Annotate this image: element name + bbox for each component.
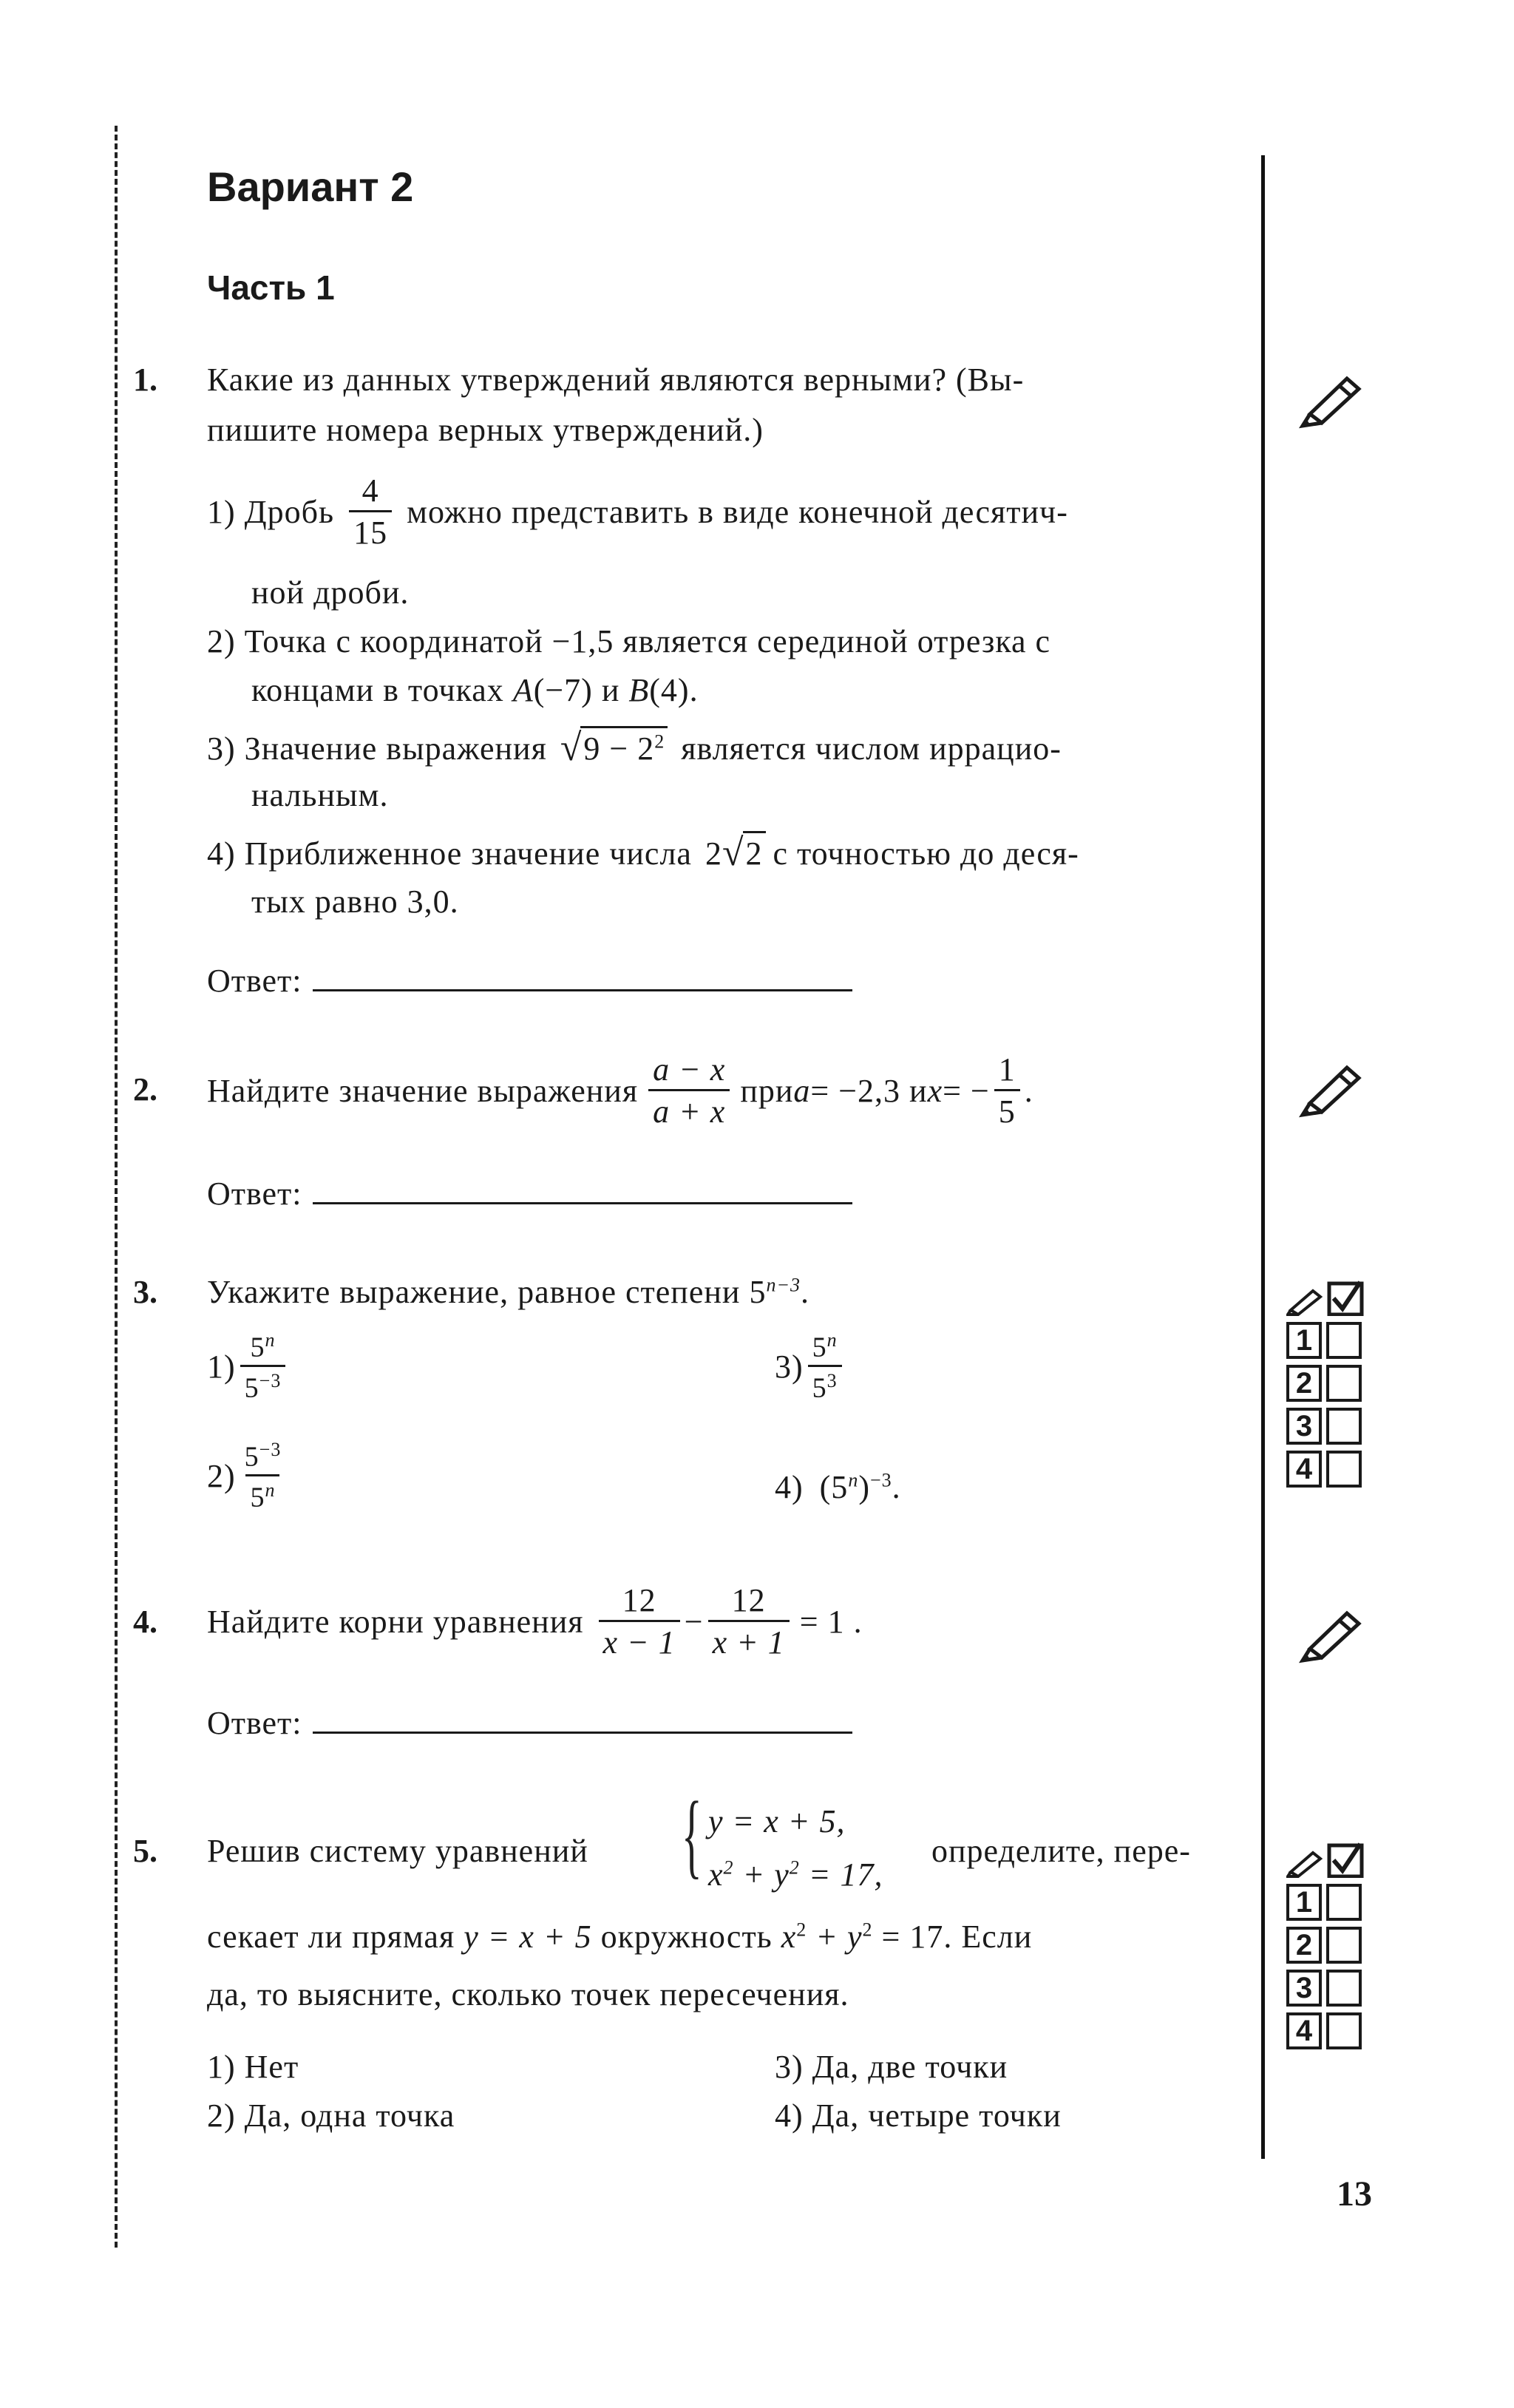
fraction-one-fifth [994, 1051, 1020, 1130]
statement-1 [207, 472, 1068, 551]
question-4-prompt [207, 1573, 863, 1669]
equation-rhs: = 1 . [799, 1603, 863, 1640]
option-label: 1) [207, 1348, 236, 1385]
sqrt-two [722, 831, 766, 872]
checkbox-row-2 [1286, 1365, 1368, 1402]
option-fraction [240, 1331, 286, 1402]
exponent: n [265, 1329, 276, 1351]
answer-row-1 [207, 961, 852, 1000]
radicand: 9 − 2 [583, 730, 655, 767]
checkbox-row-1 [1286, 1884, 1368, 1921]
fraction-numerator: 1 [998, 1051, 1016, 1088]
question-2-number: 2. [133, 1071, 157, 1108]
checkbox-number: 3 [1286, 1408, 1322, 1445]
option-label: 3) [775, 1348, 804, 1385]
answer-checkbox[interactable] [1326, 1884, 1362, 1921]
statement-1-text-c: ной дроби. [251, 574, 410, 611]
answer-checkbox[interactable] [1326, 1365, 1362, 1402]
q3-option-2[interactable] [207, 1440, 290, 1511]
statement-1-text-a: 1) Дробь [207, 494, 335, 530]
base: 5 [812, 1332, 827, 1363]
question-4-text: Найдите корни уравнения [207, 1603, 584, 1640]
period: . [1024, 1072, 1033, 1109]
fraction-denominator: x + 1 [708, 1620, 790, 1659]
statement-4-text-b: с точностью до деся- [773, 835, 1079, 872]
statement-2-line2 [251, 671, 699, 709]
radicand: 2 [743, 831, 766, 872]
question-5-number: 5. [133, 1833, 157, 1869]
answer-row-2 [207, 1174, 852, 1213]
checkbox-number: 2 [1286, 1927, 1322, 1964]
sqrt-expression [560, 726, 668, 767]
exponent: 2 [723, 1856, 734, 1879]
checkbox-row-2 [1286, 1927, 1368, 1964]
checkbox-number: 4 [1286, 1451, 1322, 1488]
q3-option-3[interactable] [775, 1331, 846, 1402]
fraction-denominator: a + x [648, 1089, 730, 1128]
base: 5 [244, 1441, 259, 1473]
text: . Если [943, 1919, 1033, 1955]
checkbox-row-1 [1286, 1322, 1368, 1359]
term: x [781, 1919, 797, 1955]
condition-text: при [740, 1072, 794, 1109]
point-b: B [628, 672, 650, 708]
fraction-denominator: 15 [349, 510, 392, 549]
checkbox-number: 2 [1286, 1365, 1322, 1402]
period: . [892, 1469, 901, 1505]
answer-row-4 [207, 1703, 852, 1742]
fraction-denominator: 5 [994, 1089, 1020, 1128]
checkbox-number: 3 [1286, 1970, 1322, 2007]
checkbox-row-4 [1286, 2012, 1368, 2049]
margin-rule [1261, 155, 1265, 2159]
base: 5 [250, 1482, 265, 1513]
exponent: −3 [259, 1439, 282, 1460]
sqrt-coefficient: 2 [705, 835, 722, 872]
statement-3-text-a: 3) Значение выражения [207, 730, 547, 767]
fraction-4-15 [349, 472, 392, 551]
fraction-numerator: 4 [361, 472, 379, 509]
exponent: n [826, 1329, 838, 1351]
variable-x: x [927, 1072, 943, 1109]
checkbox-row-4 [1286, 1451, 1368, 1488]
pen-check-icon [1286, 1842, 1368, 1878]
answer-checkboxes-q3 [1286, 1281, 1368, 1493]
q5-option-1[interactable]: 1) Нет [207, 2049, 299, 2085]
question-5-prompt-b: определите, пере- [931, 1833, 1191, 1869]
part-title: Часть 1 [207, 268, 335, 307]
pen-icon [1295, 1059, 1369, 1118]
sqrt-sign: √ [722, 832, 744, 874]
question-5-line-2 [207, 1918, 1032, 1956]
question-4-number: 4. [133, 1604, 157, 1640]
answer-label: Ответ: [207, 1705, 302, 1741]
condition-text-2: = −2,3 и [810, 1072, 928, 1109]
exponent: n [265, 1479, 276, 1501]
period: . [801, 1274, 809, 1310]
term: = 17, [799, 1856, 883, 1893]
exponent: 2 [862, 1919, 873, 1941]
text: окружность [591, 1919, 781, 1955]
statement-2-text-3: (4). [649, 672, 699, 708]
checkbox-row-3 [1286, 1408, 1368, 1445]
fraction-denominator: x − 1 [599, 1620, 680, 1659]
sqrt-sign: √ [560, 727, 583, 769]
question-2-prompt [207, 1042, 1033, 1139]
checkbox-number: 1 [1286, 1322, 1322, 1359]
checkbox-row-3 [1286, 1970, 1368, 2007]
answer-checkboxes-q5 [1286, 1842, 1368, 2055]
statement-3-line2: нальным. [251, 777, 389, 813]
question-3-prompt [207, 1273, 809, 1311]
term: x [708, 1856, 724, 1893]
exponent: −3 [259, 1369, 282, 1391]
fraction-numerator: a − x [653, 1051, 726, 1088]
answer-checkbox[interactable] [1326, 1970, 1362, 2007]
option-label: 4) [775, 1469, 804, 1505]
answer-field-4[interactable] [313, 1703, 852, 1734]
question-1-prompt-line2: пишите номера верных утверждений.) [207, 412, 764, 448]
pen-check-icon [1286, 1281, 1368, 1316]
question-3-number: 3. [133, 1274, 157, 1310]
base: 5 [812, 1372, 827, 1404]
question-2-text: Найдите значение выражения [207, 1072, 639, 1109]
option-label: 2) [207, 1457, 236, 1494]
answer-checkbox[interactable] [1326, 1451, 1362, 1488]
exponent: 2 [796, 1919, 807, 1941]
statement-3-text-b: является числом иррацио- [681, 730, 1062, 767]
cut-line [115, 126, 118, 2248]
statement-2-text: концами в точках [251, 672, 513, 708]
minus-sign: − [684, 1603, 704, 1640]
answer-field-2[interactable] [313, 1174, 852, 1204]
answer-label: Ответ: [207, 963, 302, 999]
exponent: n−3 [766, 1274, 801, 1296]
statement-1-text-b: можно представить в виде конечной десятич- [407, 494, 1068, 530]
base: 5 [250, 1332, 265, 1363]
answer-checkbox[interactable] [1326, 2012, 1362, 2049]
q5-option-2[interactable]: 2) Да, одна точка [207, 2097, 455, 2134]
question-3-text: Укажите выражение, равное степени 5 [207, 1274, 767, 1310]
question-1-number: 1. [133, 362, 157, 398]
question-5-line-3: да, то выясните, сколько точек пересечения. [207, 1976, 849, 2012]
term: = 17 [872, 1919, 944, 1955]
statement-4-line2: тых равно 3,0. [251, 884, 459, 920]
system-brace: { [682, 1783, 702, 1888]
text: секает ли прямая [207, 1919, 464, 1955]
paren: ) [858, 1469, 870, 1505]
term: + y [807, 1919, 863, 1955]
outer-exponent: −3 [869, 1469, 892, 1491]
fraction-numerator: 12 [731, 1581, 766, 1618]
base: 5 [244, 1372, 259, 1404]
fraction-numerator: 12 [622, 1581, 656, 1618]
question-5-prompt-a: Решив систему уравнений [207, 1833, 588, 1869]
option-fraction [240, 1440, 286, 1511]
point-a: A [512, 672, 534, 708]
statement-2-text-2: (−7) и [533, 672, 629, 708]
answer-checkbox[interactable] [1326, 1408, 1362, 1445]
exponent: 2 [789, 1856, 800, 1879]
inner-exponent: n [848, 1469, 859, 1491]
answer-field-1[interactable] [313, 961, 852, 991]
q5-option-3[interactable]: 3) Да, две точки [775, 2049, 1008, 2085]
statement-3-line1 [207, 726, 1062, 767]
checkbox-number: 4 [1286, 2012, 1322, 2049]
line-equation: y = x + 5 [464, 1919, 592, 1955]
statement-2-line1: 2) Точка с координатой −1,5 является серединой отрезка с [207, 623, 1051, 659]
exponent: 3 [826, 1369, 838, 1391]
pen-icon [1295, 370, 1369, 429]
fraction-a-x [648, 1051, 730, 1130]
checkbox-number: 1 [1286, 1884, 1322, 1921]
fraction-12-x-minus-1 [599, 1581, 680, 1661]
base: (5 [819, 1469, 849, 1505]
q3-option-1[interactable] [207, 1331, 290, 1402]
statement-4-line1 [207, 831, 1079, 872]
statement-4-text-a: 4) Приближенное значение числа [207, 835, 692, 872]
question-1-prompt-line1: Какие из данных утверждений являются верными? (Вы- [207, 362, 1025, 398]
variable-a: a [793, 1072, 811, 1109]
variant-title: Вариант 2 [207, 163, 414, 210]
condition-text-3: = − [943, 1072, 990, 1109]
q5-option-4[interactable]: 4) Да, четыре точки [775, 2097, 1062, 2134]
answer-label: Ответ: [207, 1176, 302, 1212]
term: + y [733, 1856, 790, 1893]
answer-checkbox[interactable] [1326, 1322, 1362, 1359]
pen-icon [1295, 1604, 1369, 1663]
radicand-exponent: 2 [654, 730, 665, 753]
q3-option-4[interactable] [775, 1468, 901, 1506]
answer-checkbox[interactable] [1326, 1927, 1362, 1964]
page-number: 13 [1337, 2174, 1372, 2214]
fraction-12-x-plus-1 [708, 1581, 790, 1661]
system-line-1: y = x + 5, [708, 1803, 846, 1839]
option-fraction [808, 1331, 842, 1402]
system-line-2 [708, 1856, 883, 1893]
